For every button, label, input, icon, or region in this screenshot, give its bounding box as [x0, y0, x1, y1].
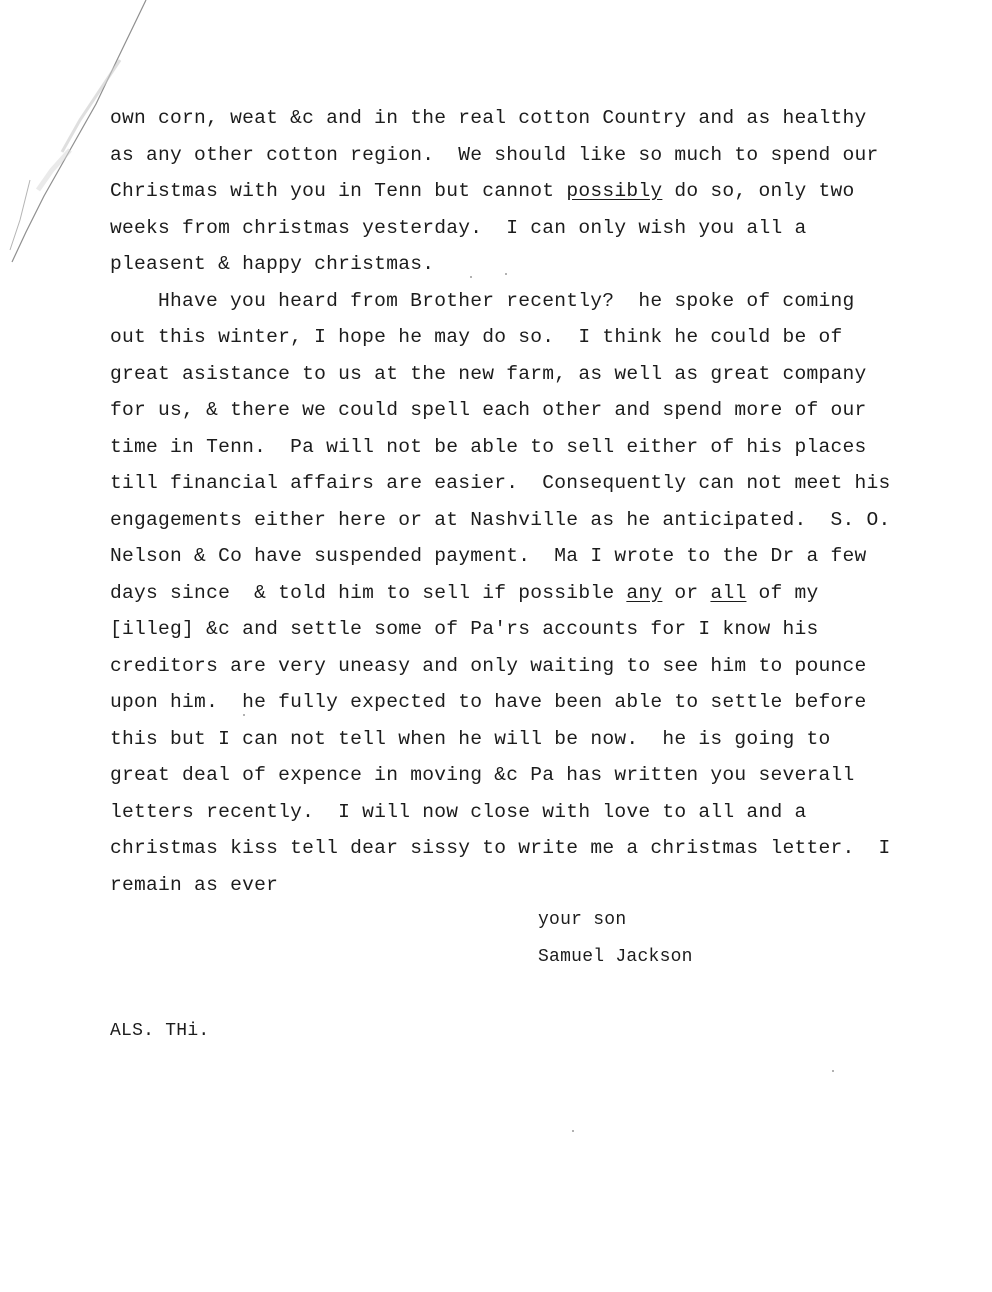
- letter-line: upon him. he fully expected to have been able to settle before: [110, 691, 867, 713]
- letter-line: as any other cotton region. We should like so much to spend our: [110, 143, 879, 166]
- paper-speck: [470, 276, 472, 278]
- letter-line: engagements either here or at Nashville as he anticipated. S. O.: [110, 508, 891, 531]
- letter-line: creditors are very uneasy and only waiting to see him to pounce: [110, 654, 867, 677]
- source-citation: [110, 1013, 209, 1050]
- letter-line: weeks from christmas yesterday. I can only wish you all a: [110, 216, 807, 239]
- letter-line: great asistance to us at the new farm, as well as great company: [110, 362, 867, 385]
- letter-line-text: or: [662, 581, 711, 604]
- letter-line-text: days since & told him to sell if possible: [110, 581, 627, 604]
- letter-line: pleasent & happy christmas.: [110, 253, 435, 275]
- paper-speck: [505, 273, 507, 275]
- underlined-word: all: [710, 581, 747, 604]
- letter-line-text: of my: [746, 581, 819, 604]
- closing-salutation: your son: [538, 910, 627, 930]
- paper-speck: [243, 714, 245, 716]
- letter-line: out this winter, I hope he may do so. I think he could be of: [110, 326, 843, 348]
- letter-line: [110, 575, 970, 612]
- letter-line: own corn, weat &c and in the real cotton Country and as healthy: [110, 107, 867, 129]
- letter-line: Nelson & Co have suspended payment. Ma I wrote to the Dr a few: [110, 545, 867, 567]
- signature: Samuel Jackson: [538, 946, 693, 967]
- letter-line: this but I can not tell when he will be now. he is going to: [110, 727, 831, 750]
- paragraph-start-line: Hhave you heard from Brother recently? he spoke of coming: [158, 289, 855, 312]
- letter-line: great deal of expence in moving &c Pa has written you severall: [110, 764, 855, 786]
- letter-line: letters recently. I will now close with love to all and a: [110, 800, 807, 823]
- letter-line: [110, 173, 970, 210]
- citation-text: ALS. THi.: [110, 1021, 210, 1041]
- letter-body: [110, 100, 970, 903]
- underlined-word: any: [626, 581, 663, 604]
- letter-line: [illeg] &c and settle some of Pa'rs accounts for I know his: [110, 618, 819, 640]
- letter-line: christmas kiss tell dear sissy to write me a christmas letter. I: [110, 837, 891, 859]
- paper-speck: [572, 1130, 574, 1132]
- letter-line: remain as ever: [110, 873, 279, 896]
- underlined-word: possibly: [566, 180, 663, 202]
- letter-closing: [538, 902, 693, 975]
- letter-line-text: Christmas with you in Tenn but cannot: [110, 180, 567, 202]
- letter-line: time in Tenn. Pa will not be able to sell either of his places: [110, 435, 867, 458]
- paper-speck: [832, 1070, 834, 1072]
- letter-line-text: do so, only two: [662, 180, 855, 202]
- letter-line: for us, & there we could spell each other and spend more of our: [110, 399, 867, 421]
- letter-line: till financial affairs are easier. Consequently can not meet his: [110, 472, 891, 494]
